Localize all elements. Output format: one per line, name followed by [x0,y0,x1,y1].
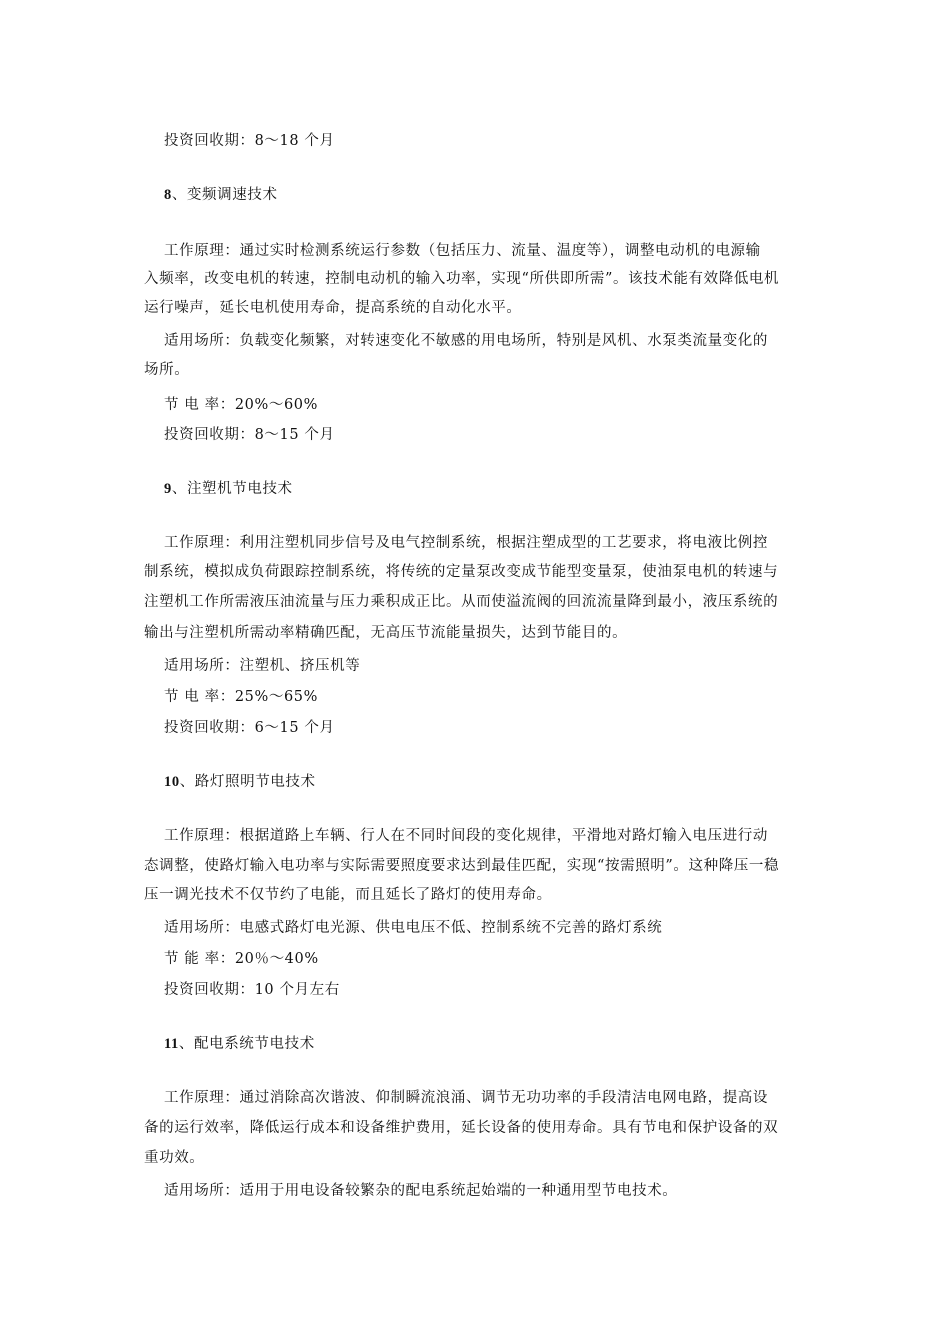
saving-rate: 节 能 率：20％～40% [164,951,319,967]
section-number: 9 [164,481,172,497]
section-title: 、变频调速技术 [171,187,278,203]
applicable-line: 适用场所：电感式路灯电光源、供电电压不低、控制系统不完善的路灯系统 [164,920,663,936]
section-heading-11 [164,1034,834,1054]
principle-line: 工作原理：通过实时检测系统运行参数（包括压力、流量、温度等），调整电动机的电源输 [164,243,761,259]
principle-line: 注塑机工作所需液压油流量与压力乘积成正比。从而使溢流阀的回流流量降到最小，液压系统的 [144,594,779,610]
principle-line: 工作原理：通过消除高次谐波、仰制瞬流浪涌、调节无功功率的手段清洁电网电路，提高设 [164,1090,768,1106]
principle-line: 运行噪声，延长电机使用寿命，提高系统的自动化水平。 [144,300,522,316]
section-title: 、路灯照明节电技术 [179,774,316,790]
section-title: 、配电系统节电技术 [178,1036,315,1052]
saving-rate: 节 电 率：25%～65% [164,689,318,705]
section-heading-10 [164,772,834,792]
payback-period: 投资回收期：10 个月左右 [164,982,340,998]
principle-line: 输出与注塑机所需动率精确匹配，无高压节流能量损失，达到节能目的。 [144,625,628,641]
section-title: 、注塑机节电技术 [171,481,293,497]
saving-rate: 节 电 率：20%～60% [164,397,318,413]
applicable-line: 适用场所：适用于用电设备较繁杂的配电系统起始端的一种通用型节电技术。 [164,1183,678,1199]
section-number: 10 [164,774,180,790]
section-heading-8 [164,185,834,205]
applicable-line: 适用场所：负载变化频繁，对转速变化不敏感的用电场所，特别是风机、水泵类流量变化的 [164,333,768,349]
principle-line: 压一调光技术不仅节约了电能，而且延长了路灯的使用寿命。 [144,887,552,903]
principle-line: 工作原理：根据道路上车辆、行人在不同时间段的变化规律，平滑地对路灯输入电压进行动 [164,828,768,844]
principle-line: 态调整，使路灯输入电功率与实际需要照度要求达到最佳匹配，实现“按需照明”。这种降压一稳 [144,858,780,874]
section-number: 11 [164,1036,179,1052]
principle-line: 备的运行效率，降低运行成本和设备维护费用，延长设备的使用寿命。具有节电和保护设备的双 [144,1120,779,1136]
applicable-line: 场所。 [144,362,190,378]
applicable-line: 适用场所：注塑机、挤压机等 [164,658,361,674]
principle-line: 工作原理：利用注塑机同步信号及电气控制系统，根据注塑成型的工艺要求，将电液比例控 [164,535,768,551]
principle-line: 重功效。 [144,1150,205,1166]
payback-period: 投资回收期：8～18 个月 [164,133,335,149]
section-heading-9 [164,479,834,499]
principle-line: 入频率，改变电机的转速，控制电动机的输入功率，实现“所供即所需”。该技术能有效降低电机 [144,271,780,287]
principle-line: 制系统，模拟成负荷跟踪控制系统，将传统的定量泵改变成节能型变量泵，使油泵电机的转速与 [144,564,779,580]
payback-period: 投资回收期：8～15 个月 [164,427,335,443]
section-number: 8 [164,187,172,203]
payback-period: 投资回收期：6～15 个月 [164,720,335,736]
